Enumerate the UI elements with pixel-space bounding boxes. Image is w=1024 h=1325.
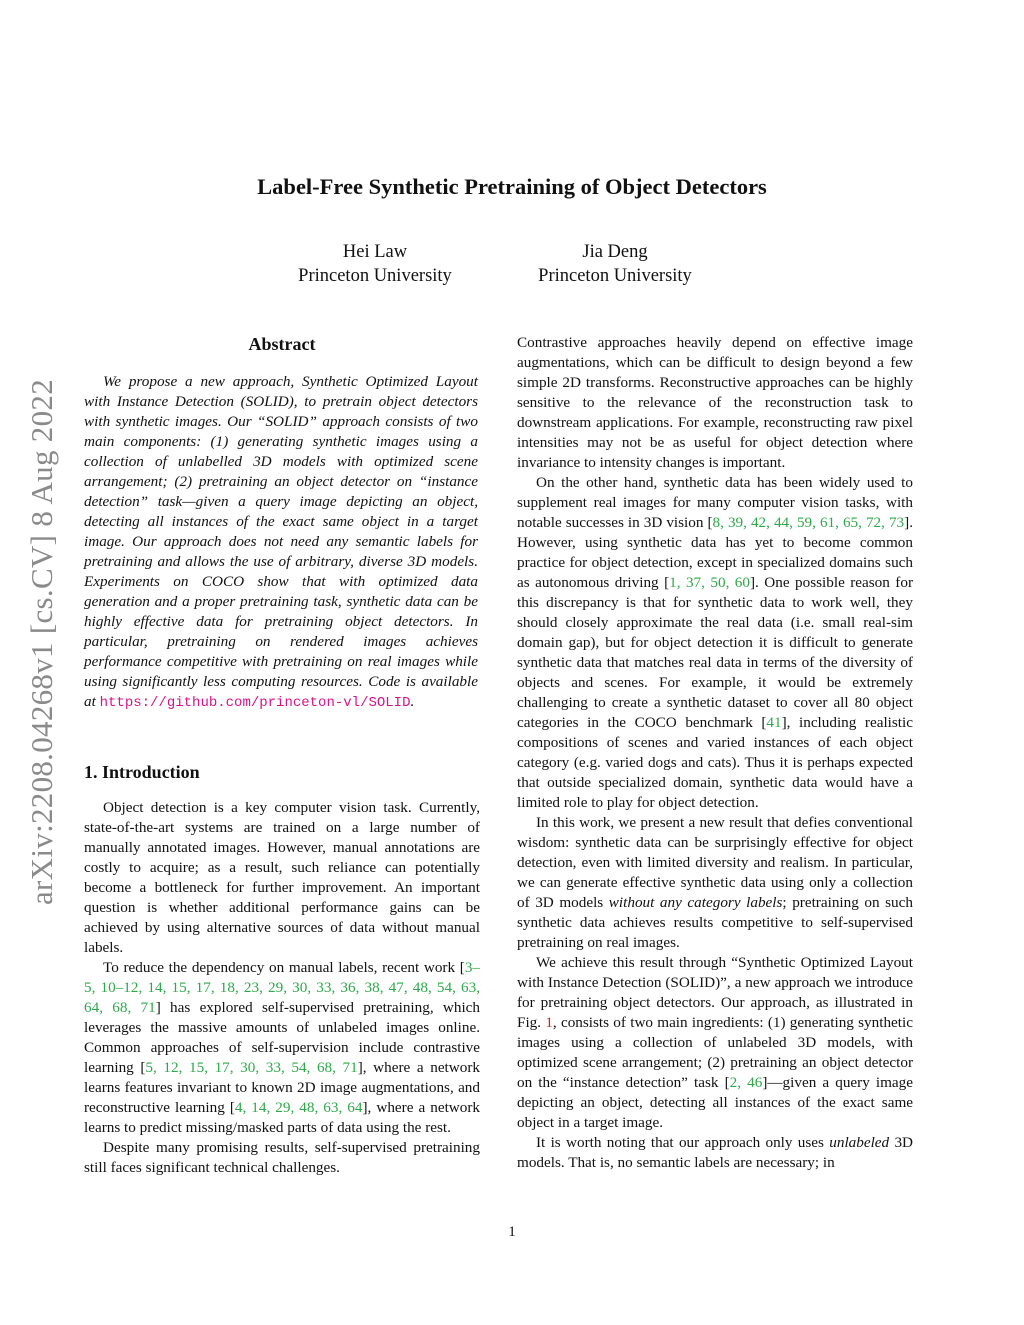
text-run: It is worth noting that our approach only uses bbox=[536, 1134, 830, 1151]
left-column bbox=[84, 333, 480, 1178]
arxiv-identifier-stamp bbox=[23, 355, 61, 930]
page-number: 1 bbox=[508, 1224, 516, 1240]
section-heading-introduction: 1. Introduction bbox=[84, 762, 200, 782]
arxiv-identifier-text: arXiv:2208.04268v1 [cs.CV] 8 Aug 2022 bbox=[24, 379, 59, 906]
intro-paragraph-3: Despite many promising results, self-supervised pretraining still faces significant technical challenges. bbox=[84, 1139, 480, 1176]
citation-link[interactable]: 4, 14, 29, 48, 63, 64 bbox=[234, 1099, 363, 1116]
text-run: On the other hand, synthetic data has been widely used to supplement real images for many computer vision tasks, with notable successes in 3D vision [ bbox=[517, 474, 913, 531]
intro-paragraph-4: Contrastive approaches heavily depend on effective image augmentations, which can be difficult to design beyond a few simple 2D transforms. Reconstructive approaches can be highly sensitive to the relevance of the reconstruction task to downstream applications. For example, reconstructing raw pixel intensities may not be as useful for object detection where invariance to intensity changes is important. bbox=[517, 334, 913, 471]
text-run: ], where a network learns features invariant to known 2D image augmentations, and reconstructive learning [ bbox=[84, 1059, 480, 1116]
text-run: ], where a network learns to predict missing/masked parts of data using the rest. bbox=[84, 1099, 480, 1136]
text-run: , consists of two main ingredients: (1) generating synthetic images using a collection of unlabeled 3D models, with optimized scene arrangement; (2) pretraining an object detector on the “instance detection” task [ bbox=[517, 1014, 913, 1091]
abstract-paragraph bbox=[84, 372, 480, 713]
text-run: ] has explored self-supervised pretraining, which leverages the massive amounts of unlabeled images online. Common approaches of self-supervision include contrastive learning [ bbox=[84, 999, 481, 1076]
paper-title: Label-Free Synthetic Pretraining of Object Detectors bbox=[257, 174, 767, 199]
text-run: ]—given a query image depicting an object, detecting all instances of the exact same object in a target image. bbox=[517, 1074, 914, 1131]
text-run: ; pretraining on such synthetic data achieves results competitive to self-supervised pretraining on real images. bbox=[517, 894, 913, 951]
citation-link[interactable]: 3–5, 10–12, 14, 15, 17, 18, 23, 29, 30, 33, 36, 38, 47, 48, 54, 63, 64, 68, 71 bbox=[84, 959, 480, 1016]
text-run: ]. However, using synthetic data has yet to become common practice for object detection, except in specialized domains such as autonomous driving [ bbox=[517, 514, 913, 591]
intro-paragraph-6 bbox=[517, 813, 913, 953]
citation-link[interactable]: 2, 46 bbox=[729, 1074, 763, 1091]
text-run: We achieve this result through “Synthetic Optimized Layout with Instance Detection (SOLID)”, a new approach we introduce for pretraining object detectors. Our approach, as illustrated in Fig. bbox=[517, 954, 913, 1031]
abstract-heading: Abstract bbox=[248, 334, 316, 354]
citation-link[interactable]: 41 bbox=[766, 714, 782, 731]
author-affiliation: Princeton University bbox=[538, 266, 692, 286]
intro-paragraph-5 bbox=[517, 473, 913, 813]
intro-paragraph-2 bbox=[84, 958, 480, 1138]
text-run: In this work, we present a new result that defies conventional wisdom: synthetic data can be surprisingly effective for object detection, even with limited diversity and realism. In particular, we can generate effective synthetic data using only a collection of 3D models bbox=[517, 814, 913, 911]
author-name: Hei Law bbox=[342, 242, 408, 262]
intro-paragraph-8 bbox=[517, 1133, 913, 1173]
text-run: To reduce the dependency on manual labels, recent work [ bbox=[103, 959, 465, 976]
right-column bbox=[517, 333, 913, 1173]
author-block-2 bbox=[510, 240, 720, 288]
author-name: Jia Deng bbox=[582, 242, 648, 262]
citation-link[interactable]: 5, 12, 15, 17, 30, 33, 54, 68, 71 bbox=[145, 1059, 358, 1076]
text-run: ]. One possible reason for this discrepancy is that for synthetic data to work well, they should closely approximate the real data (i.e. small real-sim domain gap), but for object detection it is difficult to generate synthetic data that matches real data in terms of the diversity of objects and scenes. For example, it would be extremely challenging to create a synthetic dataset to cover all 80 object categories in the COCO benchmark [ bbox=[517, 574, 914, 731]
citation-link[interactable]: 1, 37, 50, 60 bbox=[669, 574, 750, 591]
intro-paragraph-7 bbox=[517, 953, 913, 1133]
text-run: 3D models. That is, no semantic labels are necessary; in bbox=[517, 1134, 914, 1171]
intro-paragraph-1: Object detection is a key computer vision task. Currently, state-of-the-art systems are trained on a large number of manually annotated images. However, manual annotations are costly to acquire; as a result, such reliance can potentially become a bottleneck for further improvement. An important question is whether additional performance gains can be achieved by using alternative sources of data without manual labels. bbox=[84, 799, 480, 956]
author-affiliation: Princeton University bbox=[298, 266, 452, 286]
code-link[interactable]: https://github.com/princeton-vl/SOLID bbox=[99, 695, 411, 711]
emphasis: without any category labels bbox=[608, 894, 783, 911]
abstract-end: . bbox=[410, 693, 415, 710]
author-block-1 bbox=[270, 240, 480, 288]
figure-link[interactable]: 1 bbox=[545, 1014, 553, 1031]
text-run: ], including realistic compositions of scenes and varied instances of each object category (e.g. varied dogs and cats). Thus it is perhaps expected that outside specialized domain, synthetic data would have a limited role to play for object detection. bbox=[517, 714, 913, 811]
emphasis: unlabeled bbox=[829, 1134, 890, 1151]
abstract-text: We propose a new approach, Synthetic Optimized Layout with Instance Detection (SOLID), to pretrain object detectors with synthetic images. Our “SOLID” approach consists of two main components: (1) generating synthetic images using a collection of unlabelled 3D models with optimized scene arrangement; (2) pretraining an object detector on “instance detection” task—given a query image depicting an object, detecting all instances of the exact same object in a target image. Our approach does not need any semantic labels for pretraining and allows the use of arbitrary, diverse 3D models. Experiments on COCO show that with optimized data generation and a proper pretraining task, synthetic data can be highly effective data for pretraining object detectors. In particular, pretraining on rendered images achieves performance competitive with pretraining on real images while using significantly less computing resources. Code is available at bbox=[84, 373, 478, 710]
citation-link[interactable]: 8, 39, 42, 44, 59, 61, 65, 72, 73 bbox=[712, 514, 905, 531]
